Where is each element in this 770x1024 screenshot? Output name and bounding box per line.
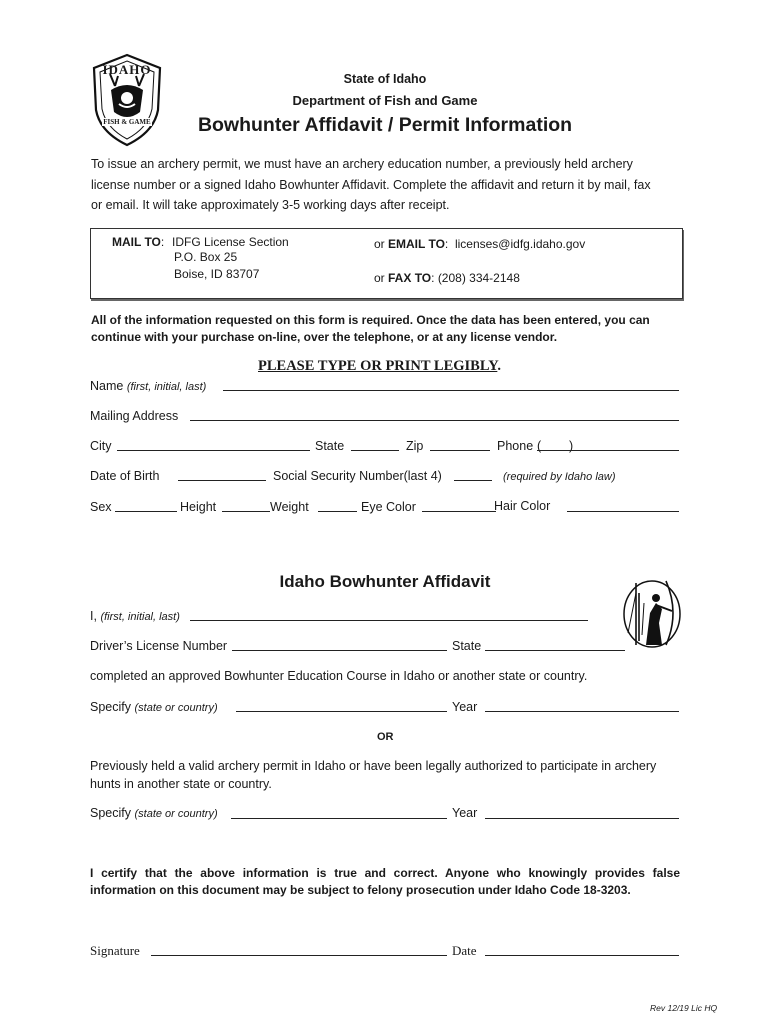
intro-line-2: license number or a signed Idaho Bowhunter Affidavit. Complete the affidavit and return it by mail, fax — [91, 178, 651, 192]
revision-note: Rev 12/19 Lic HQ — [650, 1003, 718, 1013]
certify-line-1: I certify that the above information is true and correct. Anyone who knowingly provides false — [90, 866, 680, 880]
hair-color-label: Hair Color — [494, 499, 551, 513]
intro-line-3: or email. It will take approximately 3-5 working days after receipt. — [91, 198, 450, 212]
mail-address-line-2: P.O. Box 25 — [174, 250, 238, 264]
specify-label: Specify (state or country) — [90, 700, 218, 714]
signature-label: Signature — [90, 943, 140, 958]
hair-color-field[interactable] — [567, 511, 679, 512]
state-label: State — [315, 439, 345, 453]
specify-2-label: Specify (state or country) — [90, 806, 218, 820]
required-note-line-2: continue with your purchase on-line, over the telephone, or at any license vendor. — [91, 330, 558, 344]
eye-color-label: Eye Color — [361, 500, 416, 514]
fax-number: (208) 334-2148 — [437, 271, 520, 285]
weight-label: Weight — [270, 500, 309, 514]
ssn-label: Social Security Number(last 4) — [273, 469, 442, 483]
year-2-field[interactable] — [485, 818, 679, 819]
phone-area-close: ) — [569, 439, 574, 453]
year-field[interactable] — [485, 711, 679, 712]
affiant-label: I, (first, initial, last) — [90, 609, 180, 623]
ssn-hint: (required by Idaho law) — [503, 471, 616, 483]
mail-address-line-1: IDFG License Section — [172, 235, 289, 249]
email-address-link[interactable]: licenses@idfg.idaho.gov — [454, 237, 586, 251]
required-note-line-1: All of the information requested on this form is required. Once the data has been entered, you can — [91, 313, 650, 327]
city-field[interactable] — [117, 450, 310, 451]
state-field[interactable] — [351, 450, 399, 451]
height-label: Height — [180, 500, 217, 514]
completed-course-text: completed an approved Bowhunter Education Course in Idaho or another state or country. — [90, 669, 588, 683]
city-label: City — [90, 439, 112, 453]
sex-field[interactable] — [115, 511, 177, 512]
logo-top-text: IDAHO — [102, 62, 152, 77]
affiant-name-field[interactable] — [190, 620, 588, 621]
sex-label: Sex — [90, 500, 112, 514]
name-label: Name (first, initial, last) — [90, 379, 207, 393]
phone-area-open: ( — [537, 439, 542, 453]
print-legibly-heading: PLEASE TYPE OR PRINT LEGIBLY. — [258, 358, 501, 374]
certify-line-2: information on this document may be subject to felony prosecution under Idaho Code 18-3203. — [90, 883, 631, 897]
phone-label: Phone — [497, 439, 534, 453]
signature-field[interactable] — [151, 955, 447, 956]
date-field[interactable] — [485, 955, 679, 956]
fax-to-label: FAX TO — [388, 271, 432, 285]
mail-to-label: MAIL TO — [112, 235, 161, 249]
year-2-label: Year — [452, 806, 478, 820]
logo-bottom-text: FISH & GAME — [103, 118, 151, 126]
archer-illustration — [622, 573, 682, 651]
zip-field[interactable] — [430, 450, 490, 451]
height-field[interactable] — [222, 511, 270, 512]
specify-2-field[interactable] — [231, 818, 447, 819]
dob-label: Date of Birth — [90, 469, 160, 483]
drivers-license-label: Driver’s License Number — [90, 639, 228, 653]
mail-address-line-3: Boise, ID 83707 — [174, 267, 260, 281]
dob-field[interactable] — [178, 480, 266, 481]
zip-label: Zip — [406, 439, 424, 453]
mailing-address-label: Mailing Address — [90, 409, 179, 423]
or-divider: OR — [377, 731, 394, 743]
department-heading: Department of Fish and Game — [292, 93, 478, 108]
email-to-label: EMAIL TO — [388, 237, 445, 251]
ssn-field[interactable] — [454, 480, 492, 481]
name-field[interactable] — [223, 390, 679, 391]
dl-state-field[interactable] — [485, 650, 625, 651]
year-label: Year — [452, 700, 478, 714]
state-heading: State of Idaho — [343, 72, 427, 86]
intro-line-1: To issue an archery permit, we must have an archery education number, a previously held archery — [91, 157, 633, 171]
drivers-license-field[interactable] — [232, 650, 447, 651]
weight-field[interactable] — [318, 511, 357, 512]
phone-field[interactable] — [537, 450, 679, 451]
eye-color-field[interactable] — [422, 511, 496, 512]
previous-permit-line-1: Previously held a valid archery permit in Idaho or have been legally authorized to participate in archery — [90, 759, 657, 773]
previous-permit-line-2: hunts in another state or country. — [90, 777, 272, 791]
page-title: Bowhunter Affidavit / Permit Information — [197, 114, 573, 136]
email-to: or EMAIL TO: licenses@idfg.idaho.gov — [374, 237, 586, 251]
affidavit-title: Idaho Bowhunter Affidavit — [279, 572, 491, 591]
dl-state-label: State — [452, 639, 482, 653]
mailing-address-field[interactable] — [190, 420, 679, 421]
date-label: Date — [452, 943, 477, 958]
specify-field[interactable] — [236, 711, 447, 712]
fax-to: or FAX TO: (208) 334-2148 — [374, 271, 520, 285]
mail-to: MAIL TO: — [112, 235, 165, 249]
